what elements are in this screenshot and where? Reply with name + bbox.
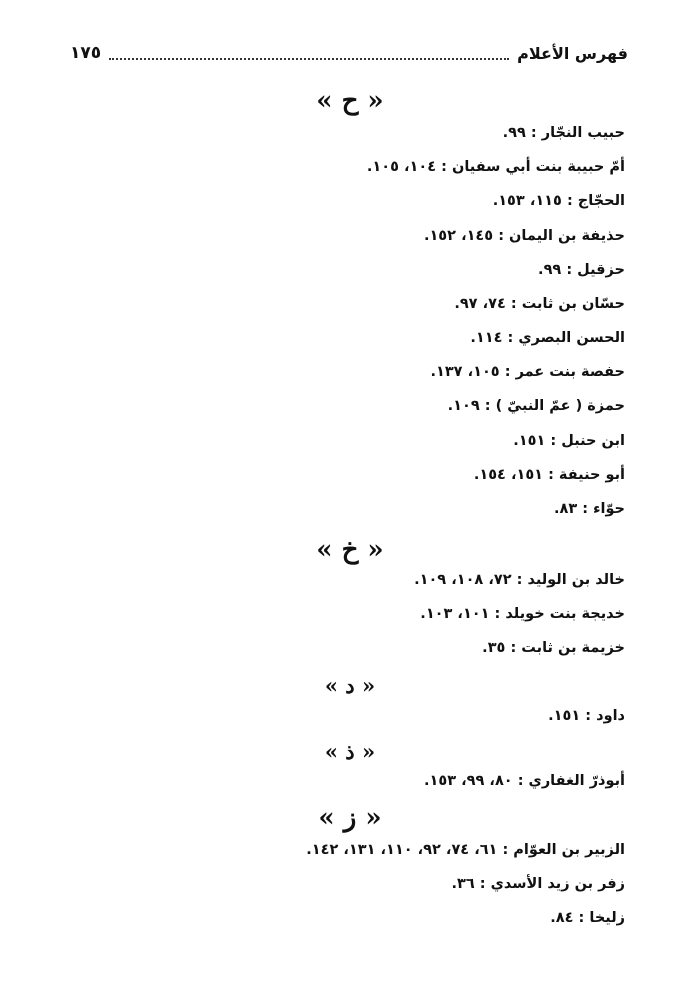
section-letter-dal: « د » xyxy=(324,673,376,698)
running-header xyxy=(70,38,628,68)
index-entry: الحجّاج : ١١٥، ١٥٣. xyxy=(492,193,625,209)
section-letter-ha: « ح » xyxy=(316,86,384,116)
index-entry: زفر بن زيد الأسدي : ٣٦. xyxy=(451,876,625,892)
section-letter-dhal: « ذ » xyxy=(324,739,376,764)
index-entry: داود : ١٥١. xyxy=(548,708,625,724)
index-entry: حسّان بن ثابت : ٧٤، ٩٧. xyxy=(454,296,625,312)
index-entry: حوّاء : ٨٣. xyxy=(553,501,625,517)
index-entry: حبيب النجّار : ٩٩. xyxy=(502,125,625,141)
index-entry: حزقيل : ٩٩. xyxy=(538,262,625,278)
index-entry: الزبير بن العوّام : ٦١، ٧٤، ٩٢، ١١٠، ١٣١، ١٤٢. xyxy=(306,842,625,858)
page-number: ١٧٥ xyxy=(70,43,102,63)
index-entry: زليخا : ٨٤. xyxy=(550,910,625,926)
index-entry: حمزة ( عمّ النبيّ ) : ١٠٩. xyxy=(447,398,625,414)
index-entry: حذيفة بن اليمان : ١٤٥، ١٥٢. xyxy=(423,228,625,244)
index-entry: خالد بن الوليد : ٧٢، ١٠٨، ١٠٩. xyxy=(414,572,625,588)
index-entry: أمّ حبيبة بنت أبي سفيان : ١٠٤، ١٠٥. xyxy=(366,159,625,175)
section-letter-kha: « خ » xyxy=(316,535,384,565)
index-entry: الحسن البصري : ١١٤. xyxy=(470,330,625,346)
index-entry: أبو حنيفة : ١٥١، ١٥٤. xyxy=(473,467,625,483)
index-entry: حفصة بنت عمر : ١٠٥، ١٣٧. xyxy=(430,364,625,380)
index-entry: خزيمة بن ثابت : ٣٥. xyxy=(482,640,625,656)
index-entry: أبوذرّ الغفاري : ٨٠، ٩٩، ١٥٣. xyxy=(424,773,625,789)
header-title: فهرس الأعلام xyxy=(517,43,628,63)
index-entry: خديجة بنت خويلد : ١٠١، ١٠٣. xyxy=(420,606,625,622)
index-entry: ابن حنبل : ١٥١. xyxy=(513,433,625,449)
section-letter-zay: « ز » xyxy=(318,803,382,833)
header-dot-leader xyxy=(109,58,509,60)
